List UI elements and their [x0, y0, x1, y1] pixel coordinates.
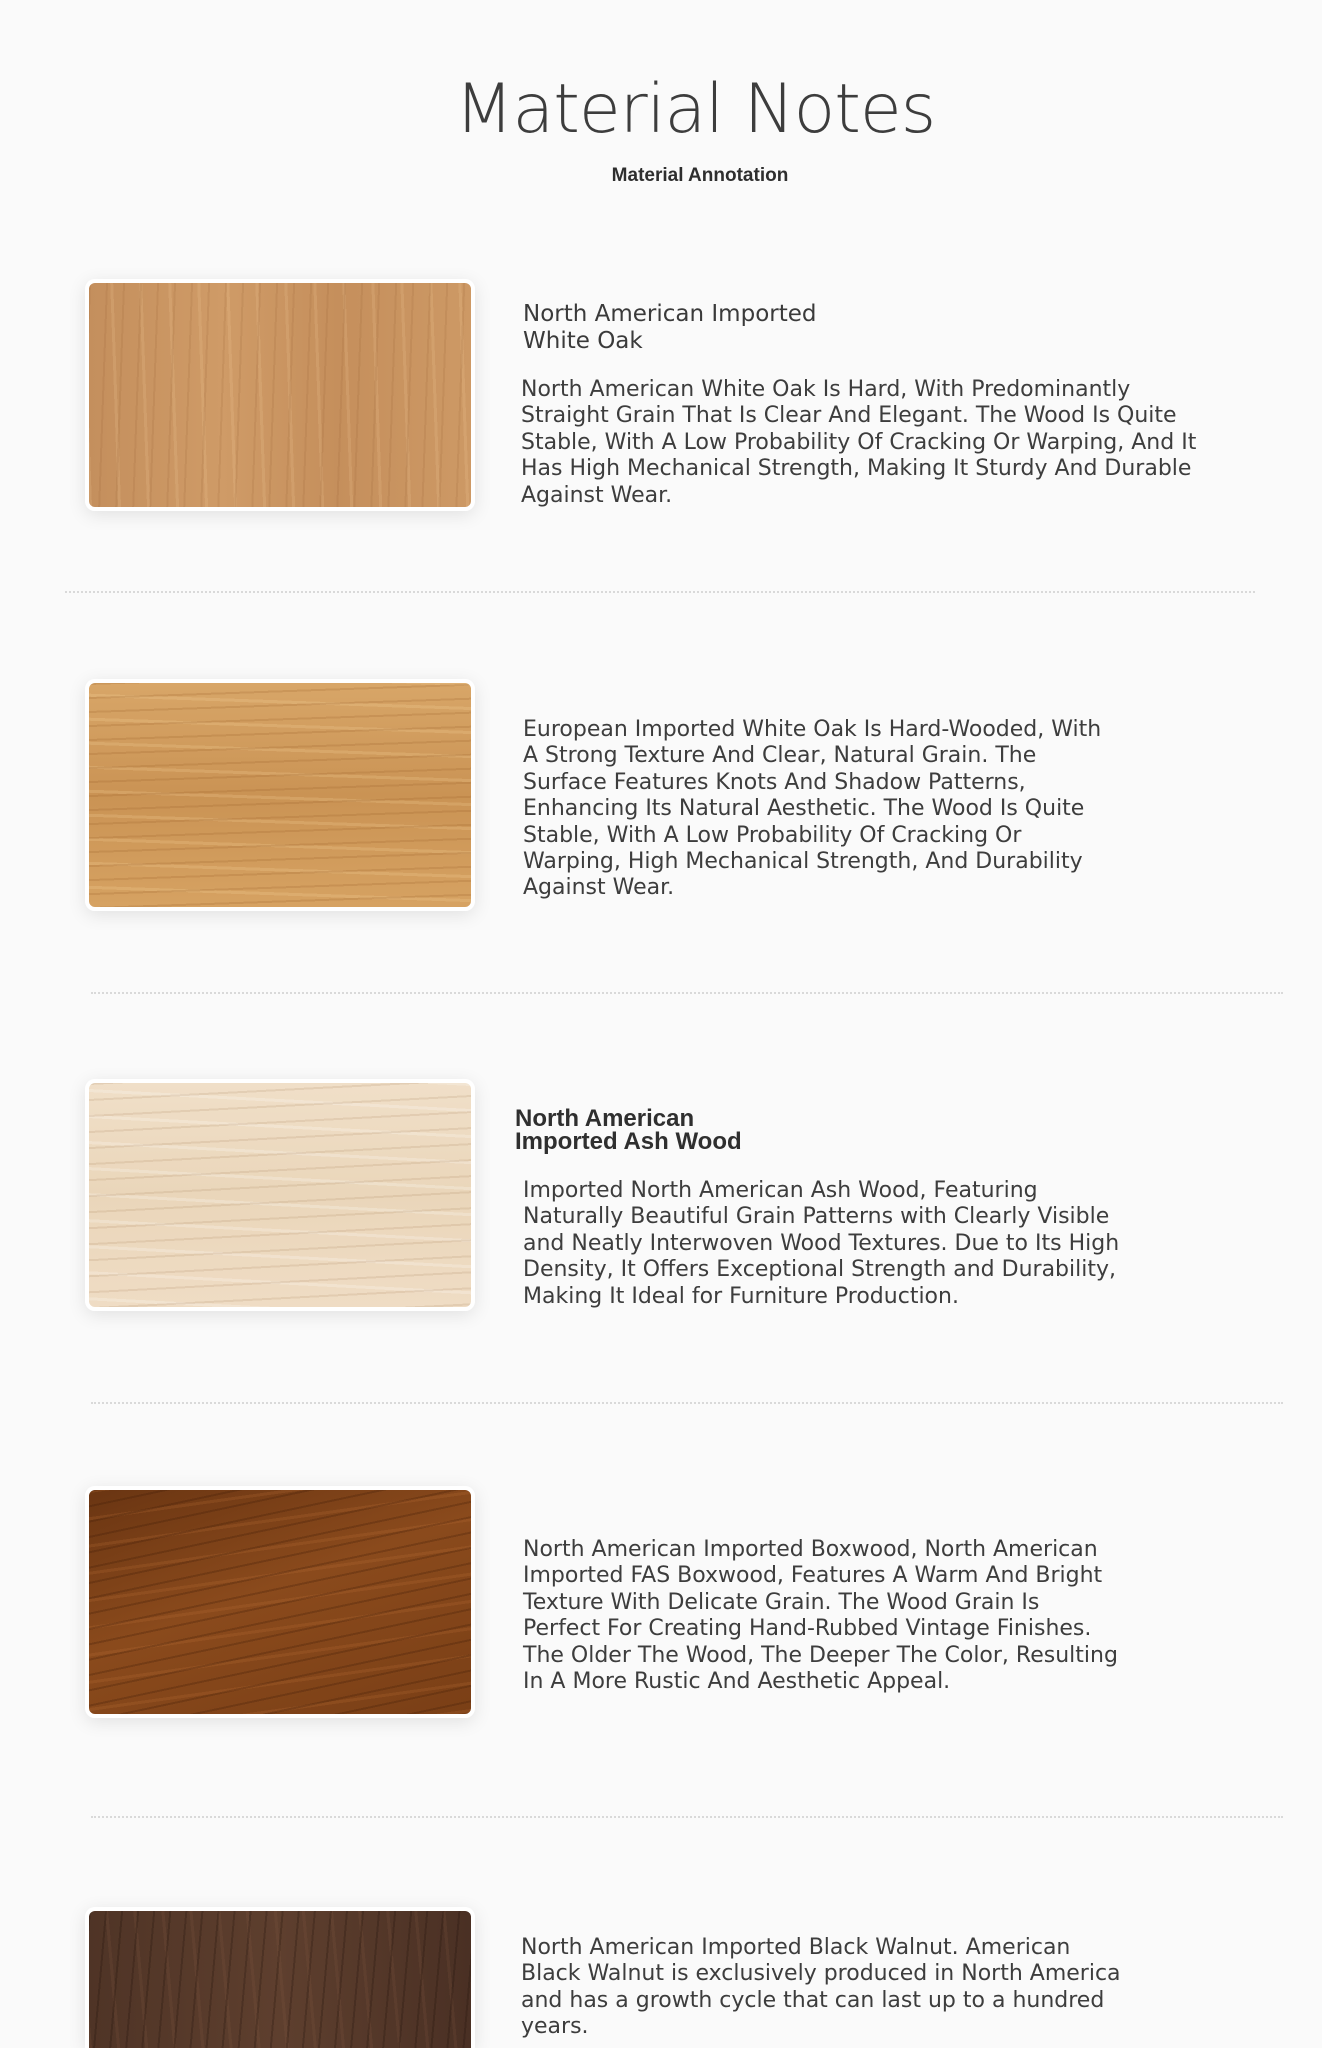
- ash-wood-swatch: [85, 1079, 475, 1311]
- material-heading-ash-wood: North American Imported Ash Wood: [515, 1105, 742, 1155]
- black-walnut-swatch: [85, 1907, 475, 2048]
- material-description-black-walnut: North American Imported Black Walnut. American Black Walnut is exclusively produced in North America and has a growth cycle that can last up to a hundred years.: [521, 1935, 1121, 2040]
- section-divider: [91, 1816, 1283, 1818]
- european-white-oak-swatch: [85, 679, 475, 911]
- page-subtitle: Material Annotation: [611, 165, 789, 186]
- material-heading-white-oak: North American Imported White Oak: [523, 301, 817, 354]
- material-description-white-oak: North American White Oak Is Hard, With Predominantly Straight Grain That Is Clear And Elegant. The Wood Is Quite Stable, With A Low Probability Of Cracking Or Warping, And It Has High Mechanical Strength, Making It Sturdy And Durable Against Wear.: [521, 377, 1197, 508]
- material-description-boxwood: North American Imported Boxwood, North American Imported FAS Boxwood, Features A Warm And Bright Texture With Delicate Grain. The Wood Grain Is Perfect For Creating Hand-Rubbed Vintage Finishes. The Older The Wood, The Deeper The Color, Resulting In A More Rustic And Aesthetic Appeal.: [523, 1537, 1118, 1695]
- material-description-ash-wood: Imported North American Ash Wood, Featuring Naturally Beautiful Grain Patterns with Clearly Visible and Neatly Interwoven Wood Textures. Due to Its High Density, It Offers Exceptional Strength and Durability, Making It Ideal for Furniture Production.: [523, 1178, 1120, 1309]
- white-oak-swatch: [85, 279, 475, 511]
- section-divider: [91, 992, 1283, 994]
- section-divider: [65, 591, 1255, 593]
- section-divider: [91, 1402, 1283, 1404]
- page-title: Material Notes: [454, 70, 936, 149]
- boxwood-swatch: [85, 1486, 475, 1718]
- material-description-european-white-oak: European Imported White Oak Is Hard-Wooded, With A Strong Texture And Clear, Natural Grain. The Surface Features Knots And Shadow Patterns, Enhancing Its Natural Aesthetic. The Wood Is Quite Stable, With A Low Probability Of Cracking Or Warping, High Mechanical Strength, And Durability Against Wear.: [523, 717, 1102, 901]
